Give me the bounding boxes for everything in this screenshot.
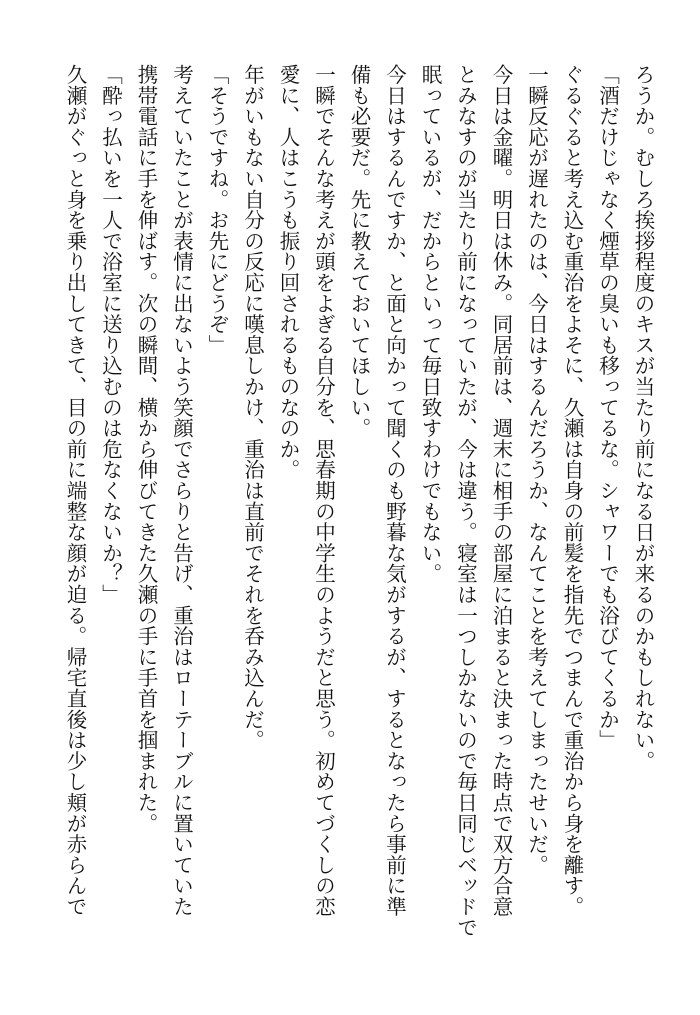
text-line: 愛に、人はこうも振り回されるものなのか。 (276, 64, 300, 480)
text-line: ろうか。むしろ挨拶程度のキスが当たり前になる日が来るのかもしれない。 (631, 64, 655, 772)
text-line: 年がいもない自分の反応に嘆息しかけ、重治は直前でそれを呑み込んだ。 (240, 64, 265, 751)
text-line: 携帯電話に手を伸ばす。次の瞬間、横から伸びてきた久瀬の手に手首を掴まれた。 (134, 64, 158, 834)
text-line: 今日は金曜。明日は休み。同居前は、週末に相手の部屋に泊まると決まった時点で双方合意 (489, 64, 513, 917)
text-line: 「酔っ払いを一人で浴室に送り込むのは危なくないか？」 (98, 64, 123, 605)
text-line: 一瞬でそんな考えが頭をよぎる自分を、思春期の中学生のようだと思う。初めてづくしの恋 (311, 64, 336, 917)
vertical-text-block (30, 64, 660, 964)
text-line: 今日はするんですか、と面と向かって聞くのも野暮な気がするが、するとなったら事前に準 (382, 64, 407, 917)
text-line: 備も必要だ。先に教えておいてほしい。 (347, 64, 371, 439)
text-line: 久瀬がぐっと身を乗り出してきて、目の前に端整な顔が迫る。帰宅直後は少し頬が赤らんで (63, 64, 87, 917)
text-line: 「そうですね。お先にどうぞ」 (205, 64, 229, 356)
text-line: とみなすのが当たり前になっていたが、今は違う。寝室は一つしかないので毎日同じベッドで (453, 64, 478, 938)
text-line: 一瞬反応が遅れたのは、今日はするんだろうか、なんてことを考えてしまったせいだ。 (524, 64, 549, 876)
text-line: 眠っているが、だからといって毎日致すわけでもない。 (418, 64, 442, 584)
text-line: 考えていたことが表情に出ないよう笑顔でさらりと告げ、重治はローテーブルに置いていた (169, 64, 194, 917)
text-line: 「酒だけじゃなく煙草の臭いも移ってるな。シャワーでも浴びてくるか」 (595, 64, 620, 751)
text-line: ぐるぐると考え込む重治をよそに、久瀬は自身の前髪を指先でつまんで重治から身を離す。 (560, 64, 584, 917)
